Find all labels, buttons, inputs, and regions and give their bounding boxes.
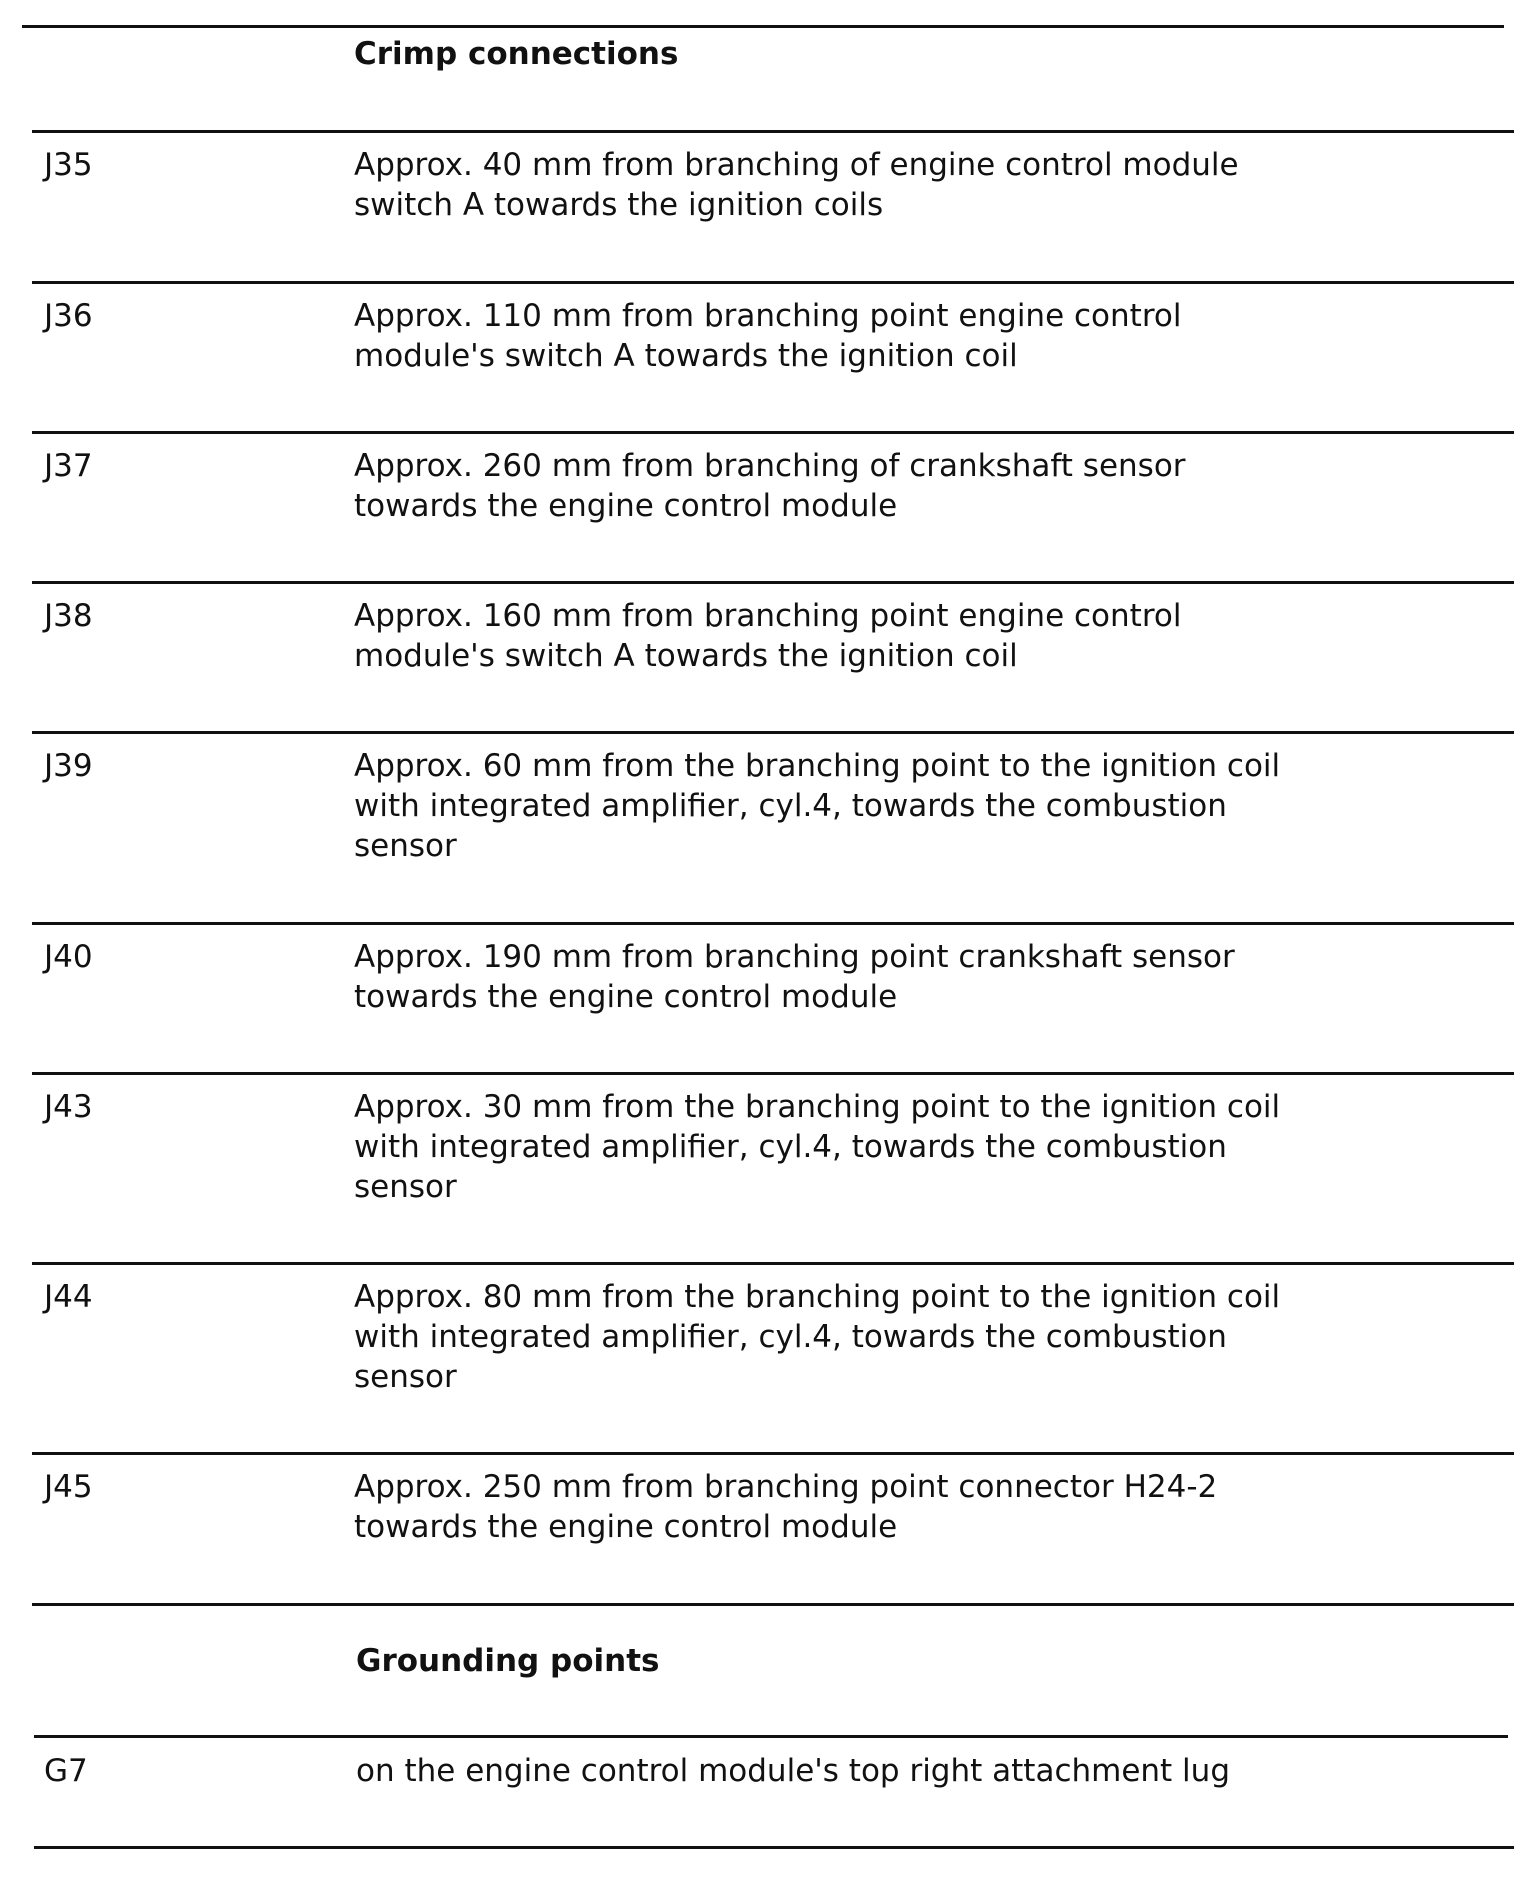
table-rule: [32, 1262, 1514, 1265]
row-description: Approx. 40 mm from branching of engine control module switch A towards the ignition coils: [354, 147, 1239, 223]
table-rule: [32, 130, 1514, 133]
row-code: G7: [44, 1753, 88, 1789]
table-rule: [32, 1603, 1514, 1606]
row-description: Approx. 110 mm from branching point engine control module's switch A towards the ignition coil: [354, 298, 1182, 374]
table-rule: [22, 25, 1504, 28]
table-rule: [34, 1735, 1508, 1738]
table-rule: [32, 922, 1514, 925]
table-rule: [32, 581, 1514, 584]
row-description: on the engine control module's top right attachment lug: [356, 1753, 1230, 1789]
table-rule: [32, 1452, 1514, 1455]
row-description: Approx. 250 mm from branching point connector H24-2 towards the engine control module: [354, 1469, 1218, 1545]
row-description: Approx. 190 mm from branching point crankshaft sensor towards the engine control module: [354, 939, 1235, 1015]
row-description: Approx. 260 mm from branching of crankshaft sensor towards the engine control module: [354, 448, 1186, 524]
table-rule: [32, 731, 1514, 734]
table-rule: [32, 431, 1514, 434]
section-heading-grounding-points: Grounding points: [356, 1643, 660, 1679]
table-rule: [34, 1846, 1514, 1849]
row-code: J35: [44, 147, 93, 183]
section-heading-crimp-connections: Crimp connections: [354, 36, 679, 72]
row-code: J44: [44, 1279, 93, 1315]
row-description: Approx. 60 mm from the branching point to the ignition coil with integrated amplifier, cyl.4, towards the combustion sensor: [354, 748, 1281, 864]
table-rule: [32, 281, 1514, 284]
row-code: J40: [44, 939, 93, 975]
row-description: Approx. 160 mm from branching point engine control module's switch A towards the ignition coil: [354, 598, 1182, 674]
row-code: J39: [44, 748, 93, 784]
table-rule: [32, 1072, 1514, 1075]
row-code: J36: [44, 298, 93, 334]
row-code: J45: [44, 1469, 93, 1505]
row-code: J37: [44, 448, 93, 484]
row-description: Approx. 30 mm from the branching point to the ignition coil with integrated amplifier, cyl.4, towards the combustion sensor: [354, 1089, 1281, 1205]
row-code: J43: [44, 1089, 93, 1125]
row-code: J38: [44, 598, 93, 634]
row-description: Approx. 80 mm from the branching point to the ignition coil with integrated amplifier, cyl.4, towards the combustion sensor: [354, 1279, 1281, 1395]
